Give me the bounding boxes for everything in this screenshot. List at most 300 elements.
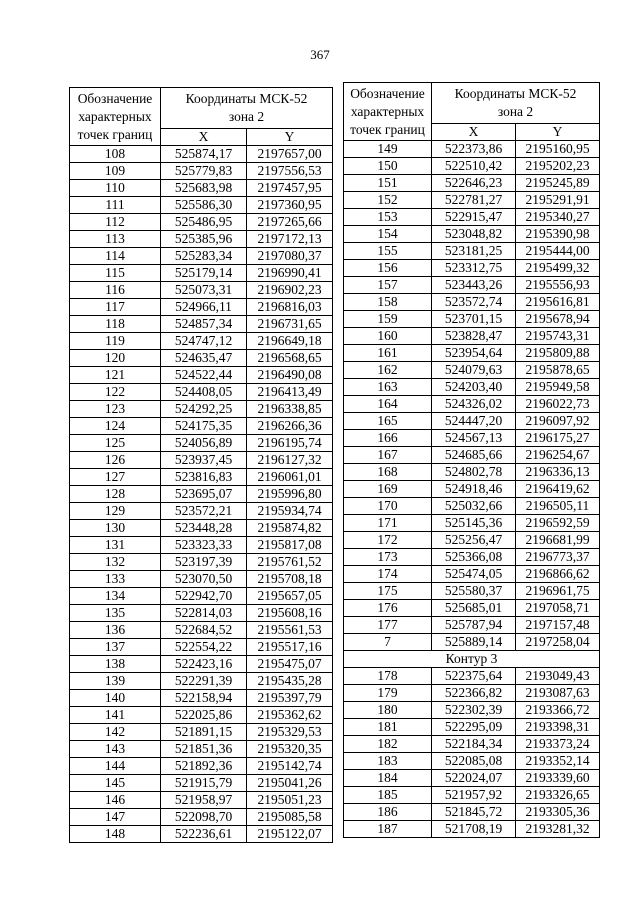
table-row [70, 571, 333, 588]
point-id-cell: 170 [344, 498, 432, 515]
point-id-cell: 181 [344, 719, 432, 736]
point-id-cell: 163 [344, 379, 432, 396]
point-id-cell: 158 [344, 294, 432, 311]
x-coordinate-cell: 524447,20 [432, 413, 516, 430]
point-id-cell: 168 [344, 464, 432, 481]
point-id-cell: 166 [344, 430, 432, 447]
x-coordinate-cell: 525580,37 [432, 583, 516, 600]
x-coordinate-cell: 525586,30 [161, 197, 247, 214]
x-coordinate-cell: 525179,14 [161, 265, 247, 282]
y-coordinate-cell: 2195878,65 [516, 362, 600, 379]
header-y: Y [516, 124, 600, 141]
table-row [344, 753, 600, 770]
x-coordinate-cell: 523828,47 [432, 328, 516, 345]
table-row [344, 345, 600, 362]
point-id-cell: 184 [344, 770, 432, 787]
x-coordinate-cell: 524857,34 [161, 316, 247, 333]
x-coordinate-cell: 521891,15 [161, 724, 247, 741]
header-x: X [161, 129, 247, 146]
x-coordinate-cell: 522158,94 [161, 690, 247, 707]
y-coordinate-cell: 2195949,58 [516, 379, 600, 396]
table-row [344, 362, 600, 379]
table-row [344, 685, 600, 702]
x-coordinate-cell: 522814,03 [161, 605, 247, 622]
table-row [70, 503, 333, 520]
table-row [70, 333, 333, 350]
point-id-cell: 110 [70, 180, 161, 197]
y-coordinate-cell: 2195051,23 [247, 792, 333, 809]
table-row [344, 719, 600, 736]
y-coordinate-cell: 2197657,00 [247, 146, 333, 163]
table-row [70, 197, 333, 214]
x-coordinate-cell: 525474,05 [432, 566, 516, 583]
table-row [344, 532, 600, 549]
table-row [70, 605, 333, 622]
table-row [344, 413, 600, 430]
point-id-cell: 112 [70, 214, 161, 231]
table-row [70, 214, 333, 231]
x-coordinate-cell: 522085,08 [432, 753, 516, 770]
x-coordinate-cell: 522236,61 [161, 826, 247, 843]
x-coordinate-cell: 524079,63 [432, 362, 516, 379]
y-coordinate-cell: 2193366,72 [516, 702, 600, 719]
point-id-cell: 150 [344, 158, 432, 175]
point-id-cell: 127 [70, 469, 161, 486]
point-id-cell: 153 [344, 209, 432, 226]
x-coordinate-cell: 522291,39 [161, 673, 247, 690]
table-row [344, 311, 600, 328]
y-coordinate-cell: 2195245,89 [516, 175, 600, 192]
table-row [344, 464, 600, 481]
point-id-cell: 123 [70, 401, 161, 418]
point-id-cell: 160 [344, 328, 432, 345]
point-id-cell: 179 [344, 685, 432, 702]
x-coordinate-cell: 524918,46 [432, 481, 516, 498]
point-id-cell: 108 [70, 146, 161, 163]
x-coordinate-cell: 522510,42 [432, 158, 516, 175]
y-coordinate-cell: 2195996,80 [247, 486, 333, 503]
y-coordinate-cell: 2196127,32 [247, 452, 333, 469]
x-coordinate-cell: 522373,86 [432, 141, 516, 158]
point-id-cell: 173 [344, 549, 432, 566]
point-id-cell: 183 [344, 753, 432, 770]
x-coordinate-cell: 525256,47 [432, 532, 516, 549]
x-coordinate-cell: 523448,28 [161, 520, 247, 537]
x-coordinate-cell: 524635,47 [161, 350, 247, 367]
table-row [70, 299, 333, 316]
table-row [70, 588, 333, 605]
point-id-cell: 143 [70, 741, 161, 758]
y-coordinate-cell: 2196568,65 [247, 350, 333, 367]
x-coordinate-cell: 525486,95 [161, 214, 247, 231]
y-coordinate-cell: 2195444,00 [516, 243, 600, 260]
table-row [70, 673, 333, 690]
point-id-cell: 180 [344, 702, 432, 719]
point-id-cell: 128 [70, 486, 161, 503]
y-coordinate-cell: 2195085,58 [247, 809, 333, 826]
header-point-label: Обозначение характерных точек границ [344, 83, 432, 141]
x-coordinate-cell: 524292,25 [161, 401, 247, 418]
table-row [344, 804, 600, 821]
table-row [70, 792, 333, 809]
point-id-cell: 151 [344, 175, 432, 192]
header-coordinates: Координаты МСК-52 зона 2 [432, 83, 600, 124]
y-coordinate-cell: 2196990,41 [247, 265, 333, 282]
point-id-cell: 167 [344, 447, 432, 464]
y-coordinate-cell: 2195678,94 [516, 311, 600, 328]
point-id-cell: 176 [344, 600, 432, 617]
table-row [344, 770, 600, 787]
point-id-cell: 136 [70, 622, 161, 639]
point-id-cell: 113 [70, 231, 161, 248]
table-row [344, 821, 600, 838]
y-coordinate-cell: 2196490,08 [247, 367, 333, 384]
point-id-cell: 122 [70, 384, 161, 401]
x-coordinate-cell: 522781,27 [432, 192, 516, 209]
x-coordinate-cell: 521957,92 [432, 787, 516, 804]
point-id-cell: 119 [70, 333, 161, 350]
table-row [344, 379, 600, 396]
x-coordinate-cell: 522184,34 [432, 736, 516, 753]
point-id-cell: 138 [70, 656, 161, 673]
table-row [344, 328, 600, 345]
table-row [70, 537, 333, 554]
y-coordinate-cell: 2195708,18 [247, 571, 333, 588]
y-coordinate-cell: 2195340,27 [516, 209, 600, 226]
y-coordinate-cell: 2195499,32 [516, 260, 600, 277]
x-coordinate-cell: 522942,70 [161, 588, 247, 605]
point-id-cell: 133 [70, 571, 161, 588]
y-coordinate-cell: 2195809,88 [516, 345, 600, 362]
x-coordinate-cell: 523312,75 [432, 260, 516, 277]
header-y: Y [247, 129, 333, 146]
x-coordinate-cell: 525787,94 [432, 617, 516, 634]
y-coordinate-cell: 2195561,53 [247, 622, 333, 639]
coordinates-table-right [343, 82, 600, 838]
y-coordinate-cell: 2195874,82 [247, 520, 333, 537]
y-coordinate-cell: 2193281,32 [516, 821, 600, 838]
point-id-cell: 134 [70, 588, 161, 605]
y-coordinate-cell: 2196413,49 [247, 384, 333, 401]
point-id-cell: 165 [344, 413, 432, 430]
table-row [344, 566, 600, 583]
point-id-cell: 144 [70, 758, 161, 775]
point-id-cell: 161 [344, 345, 432, 362]
x-coordinate-cell: 525683,98 [161, 180, 247, 197]
table-row [344, 617, 600, 634]
point-id-cell: 169 [344, 481, 432, 498]
point-id-cell: 156 [344, 260, 432, 277]
point-id-cell: 186 [344, 804, 432, 821]
y-coordinate-cell: 2196866,62 [516, 566, 600, 583]
point-id-cell: 164 [344, 396, 432, 413]
table-row [70, 435, 333, 452]
y-coordinate-cell: 2195329,53 [247, 724, 333, 741]
x-coordinate-cell: 523181,25 [432, 243, 516, 260]
y-coordinate-cell: 2195556,93 [516, 277, 600, 294]
y-coordinate-cell: 2195397,79 [247, 690, 333, 707]
y-coordinate-cell: 2193339,60 [516, 770, 600, 787]
table-row [70, 554, 333, 571]
x-coordinate-cell: 522366,82 [432, 685, 516, 702]
x-coordinate-cell: 525366,08 [432, 549, 516, 566]
table-row [344, 260, 600, 277]
y-coordinate-cell: 2196419,62 [516, 481, 600, 498]
y-coordinate-cell: 2197080,37 [247, 248, 333, 265]
contour-row [344, 651, 600, 668]
table-row [70, 486, 333, 503]
y-coordinate-cell: 2193305,36 [516, 804, 600, 821]
x-coordinate-cell: 524203,40 [432, 379, 516, 396]
y-coordinate-cell: 2196254,67 [516, 447, 600, 464]
page-number: 367 [310, 47, 330, 62]
y-coordinate-cell: 2195608,16 [247, 605, 333, 622]
x-coordinate-cell: 523048,82 [432, 226, 516, 243]
x-coordinate-cell: 524802,78 [432, 464, 516, 481]
y-coordinate-cell: 2193398,31 [516, 719, 600, 736]
y-coordinate-cell: 2196731,65 [247, 316, 333, 333]
point-id-cell: 162 [344, 362, 432, 379]
y-coordinate-cell: 2193049,43 [516, 668, 600, 685]
x-coordinate-cell: 523197,39 [161, 554, 247, 571]
table-row [70, 826, 333, 843]
x-coordinate-cell: 523695,07 [161, 486, 247, 503]
table-row [70, 231, 333, 248]
y-coordinate-cell: 2196195,74 [247, 435, 333, 452]
y-coordinate-cell: 2196649,18 [247, 333, 333, 350]
x-coordinate-cell: 522302,39 [432, 702, 516, 719]
point-id-cell: 177 [344, 617, 432, 634]
point-id-cell: 117 [70, 299, 161, 316]
point-id-cell: 114 [70, 248, 161, 265]
table-row [344, 175, 600, 192]
point-id-cell: 131 [70, 537, 161, 554]
x-coordinate-cell: 521708,19 [432, 821, 516, 838]
y-coordinate-cell: 2196773,37 [516, 549, 600, 566]
x-coordinate-cell: 523070,50 [161, 571, 247, 588]
header-coordinates: Координаты МСК-52 зона 2 [161, 88, 333, 129]
y-coordinate-cell: 2197058,71 [516, 600, 600, 617]
point-id-cell: 115 [70, 265, 161, 282]
point-id-cell: 187 [344, 821, 432, 838]
y-coordinate-cell: 2196592,59 [516, 515, 600, 532]
contour-label: Контур 3 [344, 651, 600, 668]
y-coordinate-cell: 2195761,52 [247, 554, 333, 571]
table-row [70, 163, 333, 180]
table-row [70, 520, 333, 537]
point-id-cell: 146 [70, 792, 161, 809]
point-id-cell: 111 [70, 197, 161, 214]
y-coordinate-cell: 2193373,24 [516, 736, 600, 753]
x-coordinate-cell: 525685,01 [432, 600, 516, 617]
y-coordinate-cell: 2195122,07 [247, 826, 333, 843]
point-id-cell: 141 [70, 707, 161, 724]
point-id-cell: 147 [70, 809, 161, 826]
y-coordinate-cell: 2196681,99 [516, 532, 600, 549]
point-id-cell: 174 [344, 566, 432, 583]
y-coordinate-cell: 2197360,95 [247, 197, 333, 214]
table-row [70, 265, 333, 282]
point-id-cell: 152 [344, 192, 432, 209]
y-coordinate-cell: 2195320,35 [247, 741, 333, 758]
point-id-cell: 142 [70, 724, 161, 741]
x-coordinate-cell: 524326,02 [432, 396, 516, 413]
x-coordinate-cell: 522915,47 [432, 209, 516, 226]
table-row [70, 401, 333, 418]
table-row [70, 248, 333, 265]
x-coordinate-cell: 525073,31 [161, 282, 247, 299]
x-coordinate-cell: 522025,86 [161, 707, 247, 724]
y-coordinate-cell: 2196902,23 [247, 282, 333, 299]
x-coordinate-cell: 524567,13 [432, 430, 516, 447]
x-coordinate-cell: 522024,07 [432, 770, 516, 787]
y-coordinate-cell: 2195362,62 [247, 707, 333, 724]
x-coordinate-cell: 523954,64 [432, 345, 516, 362]
table-row [344, 702, 600, 719]
y-coordinate-cell: 2196266,36 [247, 418, 333, 435]
x-coordinate-cell: 522375,64 [432, 668, 516, 685]
x-coordinate-cell: 525145,36 [432, 515, 516, 532]
x-coordinate-cell: 524685,66 [432, 447, 516, 464]
table-row [344, 600, 600, 617]
table-row [344, 277, 600, 294]
table-row [70, 469, 333, 486]
point-id-cell: 121 [70, 367, 161, 384]
point-id-cell: 185 [344, 787, 432, 804]
x-coordinate-cell: 521915,79 [161, 775, 247, 792]
point-id-cell: 175 [344, 583, 432, 600]
point-id-cell: 182 [344, 736, 432, 753]
table-row [344, 447, 600, 464]
table-row [344, 583, 600, 600]
table-row [70, 690, 333, 707]
y-coordinate-cell: 2195202,23 [516, 158, 600, 175]
y-coordinate-cell: 2195475,07 [247, 656, 333, 673]
x-coordinate-cell: 521845,72 [432, 804, 516, 821]
table-row [344, 515, 600, 532]
table-row [70, 350, 333, 367]
y-coordinate-cell: 2195041,26 [247, 775, 333, 792]
point-id-cell: 7 [344, 634, 432, 651]
x-coordinate-cell: 525032,66 [432, 498, 516, 515]
x-coordinate-cell: 525874,17 [161, 146, 247, 163]
header-x: X [432, 124, 516, 141]
table-row [344, 549, 600, 566]
x-coordinate-cell: 522554,22 [161, 639, 247, 656]
point-id-cell: 120 [70, 350, 161, 367]
x-coordinate-cell: 523701,15 [432, 311, 516, 328]
coordinates-table-left [69, 87, 333, 843]
y-coordinate-cell: 2195390,98 [516, 226, 600, 243]
table-row [344, 158, 600, 175]
y-coordinate-cell: 2197457,95 [247, 180, 333, 197]
table-row [344, 243, 600, 260]
table-row [344, 787, 600, 804]
point-id-cell: 155 [344, 243, 432, 260]
header-point-label: Обозначение характерных точек границ [70, 88, 161, 146]
x-coordinate-cell: 522098,70 [161, 809, 247, 826]
x-coordinate-cell: 523572,74 [432, 294, 516, 311]
y-coordinate-cell: 2196505,11 [516, 498, 600, 515]
point-id-cell: 159 [344, 311, 432, 328]
point-id-cell: 116 [70, 282, 161, 299]
point-id-cell: 137 [70, 639, 161, 656]
table-row [344, 481, 600, 498]
y-coordinate-cell: 2196061,01 [247, 469, 333, 486]
x-coordinate-cell: 524747,12 [161, 333, 247, 350]
table-row [344, 192, 600, 209]
y-coordinate-cell: 2195616,81 [516, 294, 600, 311]
table-row [344, 736, 600, 753]
point-id-cell: 154 [344, 226, 432, 243]
x-coordinate-cell: 521958,97 [161, 792, 247, 809]
point-id-cell: 130 [70, 520, 161, 537]
y-coordinate-cell: 2195142,74 [247, 758, 333, 775]
y-coordinate-cell: 2197172,13 [247, 231, 333, 248]
point-id-cell: 178 [344, 668, 432, 685]
point-id-cell: 148 [70, 826, 161, 843]
point-id-cell: 124 [70, 418, 161, 435]
table-row [70, 146, 333, 163]
table-row [70, 282, 333, 299]
table-row [70, 452, 333, 469]
x-coordinate-cell: 524408,05 [161, 384, 247, 401]
point-id-cell: 171 [344, 515, 432, 532]
y-coordinate-cell: 2196816,03 [247, 299, 333, 316]
point-id-cell: 135 [70, 605, 161, 622]
y-coordinate-cell: 2195435,28 [247, 673, 333, 690]
table-row [344, 294, 600, 311]
x-coordinate-cell: 525779,83 [161, 163, 247, 180]
table-row [70, 724, 333, 741]
y-coordinate-cell: 2193326,65 [516, 787, 600, 804]
x-coordinate-cell: 521851,36 [161, 741, 247, 758]
x-coordinate-cell: 523937,45 [161, 452, 247, 469]
y-coordinate-cell: 2195517,16 [247, 639, 333, 656]
x-coordinate-cell: 521892,36 [161, 758, 247, 775]
table-row [70, 418, 333, 435]
table-row [70, 367, 333, 384]
x-coordinate-cell: 525889,14 [432, 634, 516, 651]
x-coordinate-cell: 524966,11 [161, 299, 247, 316]
y-coordinate-cell: 2196022,73 [516, 396, 600, 413]
table-row [70, 758, 333, 775]
table-row [344, 141, 600, 158]
y-coordinate-cell: 2195817,08 [247, 537, 333, 554]
point-id-cell: 145 [70, 775, 161, 792]
y-coordinate-cell: 2197265,66 [247, 214, 333, 231]
x-coordinate-cell: 522295,09 [432, 719, 516, 736]
point-id-cell: 172 [344, 532, 432, 549]
point-id-cell: 140 [70, 690, 161, 707]
x-coordinate-cell: 525283,34 [161, 248, 247, 265]
y-coordinate-cell: 2196338,85 [247, 401, 333, 418]
table-row [344, 668, 600, 685]
y-coordinate-cell: 2193087,63 [516, 685, 600, 702]
point-id-cell: 129 [70, 503, 161, 520]
x-coordinate-cell: 524175,35 [161, 418, 247, 435]
x-coordinate-cell: 524522,44 [161, 367, 247, 384]
y-coordinate-cell: 2195934,74 [247, 503, 333, 520]
point-id-cell: 118 [70, 316, 161, 333]
x-coordinate-cell: 522684,52 [161, 622, 247, 639]
y-coordinate-cell: 2196175,27 [516, 430, 600, 447]
y-coordinate-cell: 2195160,95 [516, 141, 600, 158]
table-row [70, 656, 333, 673]
table-row [70, 775, 333, 792]
y-coordinate-cell: 2196336,13 [516, 464, 600, 481]
table-row [70, 622, 333, 639]
